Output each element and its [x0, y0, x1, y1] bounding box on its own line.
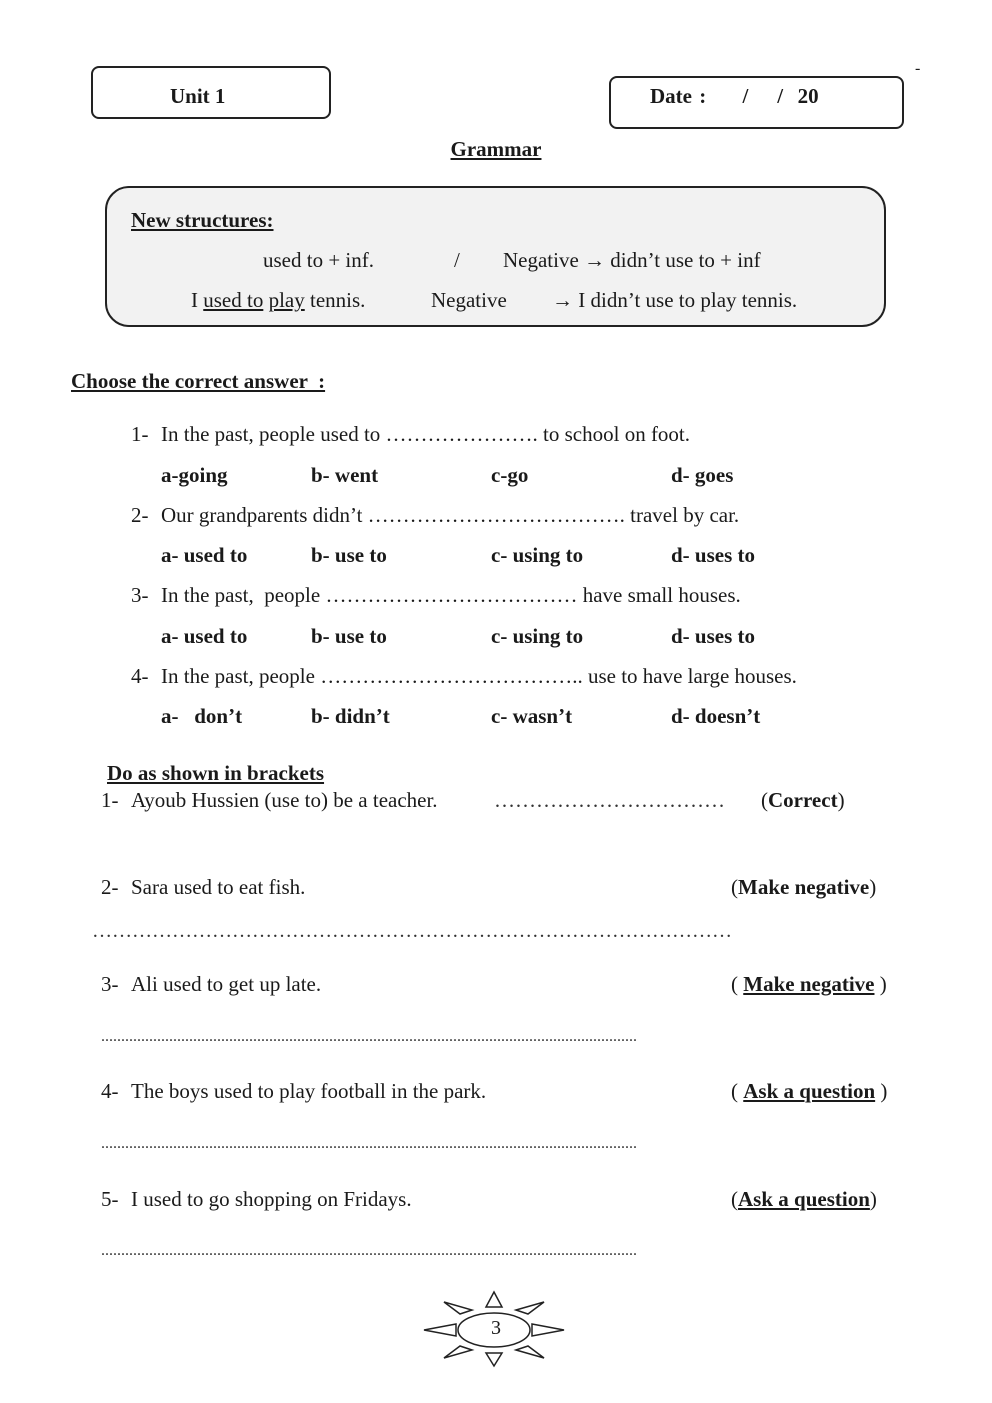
example-negative-label: Negative: [431, 288, 507, 312]
answer-line[interactable]: ……………………………………………………………………………………: [92, 920, 732, 942]
ray-bottom-right: [516, 1346, 544, 1358]
option-d[interactable]: d- uses to: [671, 543, 756, 567]
answer-line[interactable]: ......................................................................................................................................: [101, 1028, 637, 1045]
instr-label: Ask a question: [743, 1079, 876, 1103]
instr-label: Correct: [768, 788, 838, 812]
exercise-instruction: [761, 788, 845, 813]
example-prefix: I: [191, 288, 204, 312]
answer-line[interactable]: ......................................................................................................................................: [101, 1135, 637, 1152]
ray-top-left: [444, 1302, 472, 1314]
corner-mark: -: [915, 60, 921, 77]
instr-open: (: [731, 1079, 744, 1103]
ray-top: [486, 1292, 502, 1307]
example-used-to: used to: [203, 288, 264, 312]
question-number: 1-: [131, 422, 149, 446]
question-text: Our grandparents didn’t ………………………………. travel by car.: [161, 503, 740, 527]
exercise-number: 3-: [101, 972, 119, 996]
instr-open: (: [731, 875, 738, 899]
exercise-number: 2-: [101, 875, 119, 899]
option-a[interactable]: a-going: [161, 463, 228, 487]
structure-separator: /: [454, 248, 460, 272]
exercise-instruction: [731, 972, 887, 997]
option-c[interactable]: c- using to: [491, 543, 584, 567]
answer-blank[interactable]: ……………………………: [494, 788, 725, 812]
instr-open: (: [731, 972, 744, 996]
option-d[interactable]: d- uses to: [671, 624, 756, 648]
instr-label: Make negative: [743, 972, 875, 996]
option-a[interactable]: a- don’t: [161, 704, 243, 728]
ray-bottom-left: [444, 1346, 472, 1358]
example-suffix: tennis.: [304, 288, 366, 312]
exercise-instruction: [731, 875, 876, 900]
exercise-number: 5-: [101, 1187, 119, 1211]
question-text: In the past, people ……………………………… have small houses.: [161, 583, 741, 607]
exercise-text: Ali used to get up late.: [131, 972, 322, 996]
question-number: 4-: [131, 664, 149, 688]
date-field: Date : / / 20: [650, 84, 819, 108]
option-b[interactable]: b- use to: [311, 624, 387, 648]
structure-form: used to + inf.: [263, 248, 374, 272]
exercise-instruction: [731, 1079, 887, 1104]
do-section-title: Do as shown in brackets: [107, 761, 325, 785]
option-c[interactable]: c-go: [491, 463, 529, 487]
question-text: In the past, people ……………………………….. use to have large houses.: [161, 664, 797, 688]
instr-close: ): [869, 1187, 877, 1211]
instr-close: ): [874, 972, 887, 996]
option-c[interactable]: c- using to: [491, 624, 584, 648]
exercise-text: The boys used to play football in the park.: [131, 1079, 487, 1103]
question-number: 3-: [131, 583, 149, 607]
exercise-instruction: [731, 1187, 877, 1212]
instr-close: ): [837, 788, 845, 812]
structure-example: [191, 288, 365, 313]
exercise-text: Sara used to eat fish.: [131, 875, 306, 899]
structures-title: New structures:: [131, 208, 274, 232]
instr-open: (: [761, 788, 768, 812]
option-d[interactable]: d- doesn’t: [671, 704, 761, 728]
ray-left: [424, 1324, 456, 1336]
instr-open: (: [731, 1187, 738, 1211]
structure-negative-form: Negative → didn’t use to + inf: [503, 248, 761, 272]
option-a[interactable]: a- used to: [161, 543, 248, 567]
instr-close: ): [869, 875, 877, 899]
page-title: Grammar: [450, 137, 542, 161]
choose-section-title: Choose the correct answer :: [71, 369, 326, 393]
example-negative-sentence: → I didn’t use to play tennis.: [552, 288, 798, 312]
option-c[interactable]: c- wasn’t: [491, 704, 573, 728]
instr-close: ): [875, 1079, 888, 1103]
ray-bottom: [486, 1353, 502, 1366]
option-b[interactable]: b- use to: [311, 543, 387, 567]
unit-label: Unit 1: [170, 84, 226, 108]
question-text: In the past, people used to …………………. to school on foot.: [161, 422, 691, 446]
answer-line[interactable]: ......................................................................................................................................: [101, 1242, 637, 1259]
instr-label: Ask a question: [738, 1187, 870, 1211]
option-b[interactable]: b- went: [311, 463, 379, 487]
exercise-text: Ayoub Hussien (use to) be a teacher.: [131, 788, 438, 812]
option-a[interactable]: a- used to: [161, 624, 248, 648]
example-play: play: [268, 288, 305, 312]
ray-top-right: [516, 1302, 544, 1314]
question-number: 2-: [131, 503, 149, 527]
ray-right: [532, 1324, 564, 1336]
instr-label: Make negative: [738, 875, 870, 899]
option-d[interactable]: d- goes: [671, 463, 734, 487]
page-number: 3: [491, 1317, 501, 1339]
exercise-number: 1-: [101, 788, 119, 812]
option-b[interactable]: b- didn’t: [311, 704, 390, 728]
exercise-number: 4-: [101, 1079, 119, 1103]
exercise-text: I used to go shopping on Fridays.: [131, 1187, 412, 1211]
